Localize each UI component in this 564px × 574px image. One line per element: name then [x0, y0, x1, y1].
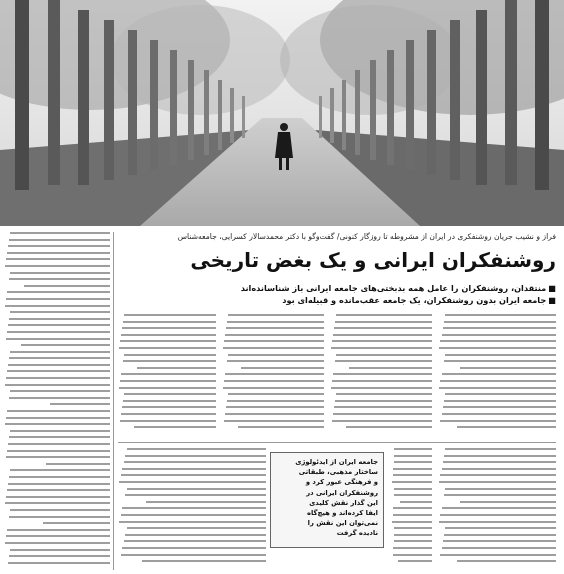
text-line — [119, 387, 216, 389]
text-line — [331, 347, 432, 349]
text-line — [332, 380, 432, 382]
text-line — [137, 367, 216, 369]
bullet-item: ■جامعه ایران بدون روشنفکران، یک جامعه عقب‌مانده و قبیله‌ای بود — [282, 295, 556, 305]
column-divider — [113, 232, 114, 570]
text-line — [124, 393, 216, 395]
text-line — [440, 474, 556, 476]
text-line — [238, 426, 324, 428]
text-line — [349, 367, 432, 369]
text-line — [241, 367, 324, 369]
text-line — [121, 474, 266, 476]
text-line — [335, 360, 432, 362]
text-line — [9, 397, 110, 399]
text-line — [9, 278, 110, 280]
text-line — [445, 314, 556, 316]
text-line — [7, 529, 110, 531]
text-line — [123, 321, 216, 323]
text-line — [223, 347, 324, 349]
text-line — [10, 430, 110, 432]
text-line — [228, 314, 324, 316]
text-line — [333, 413, 432, 415]
text-line — [443, 327, 556, 329]
text-line — [6, 338, 110, 340]
bullet-item: ■منتقدان، روشنفکران را عامل همه بدبختی‌های جامعه ایرانی باز شناسانده‌اند — [240, 283, 556, 293]
text-line — [121, 413, 216, 415]
article-column-2 — [330, 314, 432, 438]
text-line — [125, 494, 266, 496]
text-line — [333, 373, 432, 375]
text-line — [8, 245, 110, 247]
text-line — [7, 370, 110, 372]
text-line — [393, 474, 432, 476]
text-line — [21, 344, 110, 346]
text-line — [9, 239, 110, 241]
text-line — [10, 549, 110, 551]
text-line — [121, 514, 266, 516]
text-line — [146, 501, 266, 503]
text-line — [440, 554, 556, 556]
text-line — [8, 562, 110, 564]
text-line — [439, 347, 556, 349]
text-line — [226, 406, 324, 408]
text-line — [6, 535, 110, 537]
text-line — [7, 410, 110, 412]
text-line — [227, 321, 324, 323]
text-line — [119, 481, 266, 483]
text-line — [9, 516, 110, 518]
article-column-5 — [438, 448, 556, 570]
text-line — [7, 489, 110, 491]
text-line — [124, 540, 266, 542]
text-line — [46, 463, 110, 465]
text-line — [127, 448, 266, 450]
text-line — [334, 406, 432, 408]
text-line — [444, 534, 556, 536]
text-line — [6, 298, 110, 300]
text-line — [124, 461, 266, 463]
text-line — [223, 387, 324, 389]
text-line — [225, 334, 324, 336]
text-line — [6, 417, 110, 419]
text-line — [445, 393, 556, 395]
text-line — [9, 476, 110, 478]
text-line — [7, 252, 110, 254]
text-line — [393, 547, 432, 549]
text-line — [394, 448, 432, 450]
text-line — [346, 426, 432, 428]
text-line — [442, 507, 556, 509]
text-line — [50, 403, 110, 405]
text-line — [225, 413, 324, 415]
text-line — [457, 560, 556, 562]
text-line — [119, 347, 216, 349]
text-line — [9, 436, 110, 438]
text-line — [8, 443, 110, 445]
text-line — [445, 354, 556, 356]
text-line — [7, 291, 110, 293]
article-column-7 — [118, 448, 266, 570]
text-line — [6, 377, 110, 379]
text-line — [6, 258, 110, 260]
side-column-text — [4, 232, 110, 570]
text-line — [9, 357, 110, 359]
text-line — [394, 527, 432, 529]
text-line — [336, 354, 432, 356]
text-line — [460, 501, 556, 503]
text-line — [24, 285, 110, 287]
text-line — [123, 360, 216, 362]
text-line — [122, 327, 216, 329]
text-line — [9, 318, 110, 320]
text-line — [392, 521, 432, 523]
text-line — [8, 483, 110, 485]
section-divider — [118, 442, 556, 443]
text-line — [5, 305, 110, 307]
text-line — [127, 527, 266, 529]
text-line — [331, 387, 432, 389]
text-line — [445, 448, 556, 450]
text-line — [334, 327, 432, 329]
text-line — [335, 321, 432, 323]
article-column-6 — [392, 448, 432, 570]
text-line — [333, 334, 432, 336]
text-line — [10, 232, 110, 234]
text-line — [5, 265, 110, 267]
text-line — [226, 327, 324, 329]
text-line — [10, 509, 110, 511]
text-line — [122, 406, 216, 408]
text-line — [439, 387, 556, 389]
text-line — [224, 340, 324, 342]
article-column-1 — [438, 314, 556, 438]
text-line — [125, 534, 266, 536]
text-line — [444, 400, 556, 402]
text-line — [122, 547, 266, 549]
text-line — [123, 400, 216, 402]
text-line — [6, 496, 110, 498]
text-line — [332, 420, 432, 422]
text-line — [10, 469, 110, 471]
text-line — [394, 455, 432, 457]
text-line — [445, 527, 556, 529]
text-line — [400, 501, 432, 503]
text-line — [5, 384, 110, 386]
text-line — [392, 481, 432, 483]
text-line — [336, 393, 432, 395]
text-line — [398, 560, 432, 562]
text-line — [440, 514, 556, 516]
text-line — [393, 554, 432, 556]
text-line — [8, 324, 110, 326]
text-line — [119, 521, 266, 523]
article-kicker: فراز و نشیب جریان روشنفکری در ایران از مشروطه تا روزگار کنونی/ گفت‌وگو با دکتر محمدسالار کسرایی، جامعه‌شناس — [177, 232, 556, 241]
text-line — [127, 488, 266, 490]
text-line — [121, 334, 216, 336]
article-photo — [0, 0, 564, 226]
text-line — [442, 334, 556, 336]
text-line — [332, 340, 432, 342]
text-line — [440, 420, 556, 422]
text-line — [120, 340, 216, 342]
text-line — [122, 507, 266, 509]
text-line — [394, 461, 432, 463]
text-line — [125, 455, 266, 457]
text-line — [10, 311, 110, 313]
text-line — [444, 360, 556, 362]
text-line — [443, 406, 556, 408]
text-line — [7, 450, 110, 452]
article-headline: روشنفکران ایرانی و یک بغض تاریخی — [190, 248, 556, 272]
text-line — [124, 314, 216, 316]
text-line — [10, 272, 110, 274]
text-line — [336, 314, 432, 316]
text-line — [5, 502, 110, 504]
text-line — [6, 456, 110, 458]
text-line — [10, 390, 110, 392]
text-line — [225, 373, 324, 375]
text-line — [457, 426, 556, 428]
text-line — [228, 354, 324, 356]
text-line — [439, 521, 556, 523]
text-line — [335, 400, 432, 402]
text-line — [142, 560, 266, 562]
text-line — [120, 420, 216, 422]
text-line — [7, 331, 110, 333]
text-line — [444, 494, 556, 496]
text-line — [444, 455, 556, 457]
text-line — [442, 547, 556, 549]
text-line — [124, 354, 216, 356]
text-line — [440, 380, 556, 382]
text-line — [43, 522, 110, 524]
text-line — [439, 481, 556, 483]
text-line — [227, 360, 324, 362]
text-line — [5, 423, 110, 425]
article-column-4 — [118, 314, 216, 438]
text-line — [121, 554, 266, 556]
text-line — [224, 380, 324, 382]
text-line — [394, 540, 432, 542]
text-line — [442, 373, 556, 375]
text-line — [444, 321, 556, 323]
text-line — [393, 468, 432, 470]
text-line — [394, 488, 432, 490]
text-line — [445, 488, 556, 490]
text-line — [440, 340, 556, 342]
text-line — [224, 420, 324, 422]
text-line — [10, 351, 110, 353]
text-line — [120, 380, 216, 382]
text-line — [393, 514, 432, 516]
text-line — [134, 426, 216, 428]
text-line — [393, 507, 432, 509]
text-line — [228, 393, 324, 395]
text-line — [5, 542, 110, 544]
text-line — [122, 468, 266, 470]
text-line — [227, 400, 324, 402]
text-line — [442, 413, 556, 415]
text-line — [121, 373, 216, 375]
text-line — [8, 364, 110, 366]
article-column-3 — [222, 314, 324, 438]
text-line — [394, 494, 432, 496]
text-line — [442, 468, 556, 470]
pull-quote: جامعه ایران از ایدئولوژی ساختار مذهبی، طبقاتی و فرهنگی عبور کرد و روشنفکران ایرانی در این گذار نقش کلیدی ایفا کرده‌اند و هیچ‌گاه نمی‌توان این نقش را نادیده گرفت — [270, 452, 384, 548]
text-line — [443, 461, 556, 463]
text-line — [394, 534, 432, 536]
text-line — [9, 555, 110, 557]
text-line — [443, 540, 556, 542]
text-line — [460, 367, 556, 369]
article-bullets — [156, 282, 556, 306]
